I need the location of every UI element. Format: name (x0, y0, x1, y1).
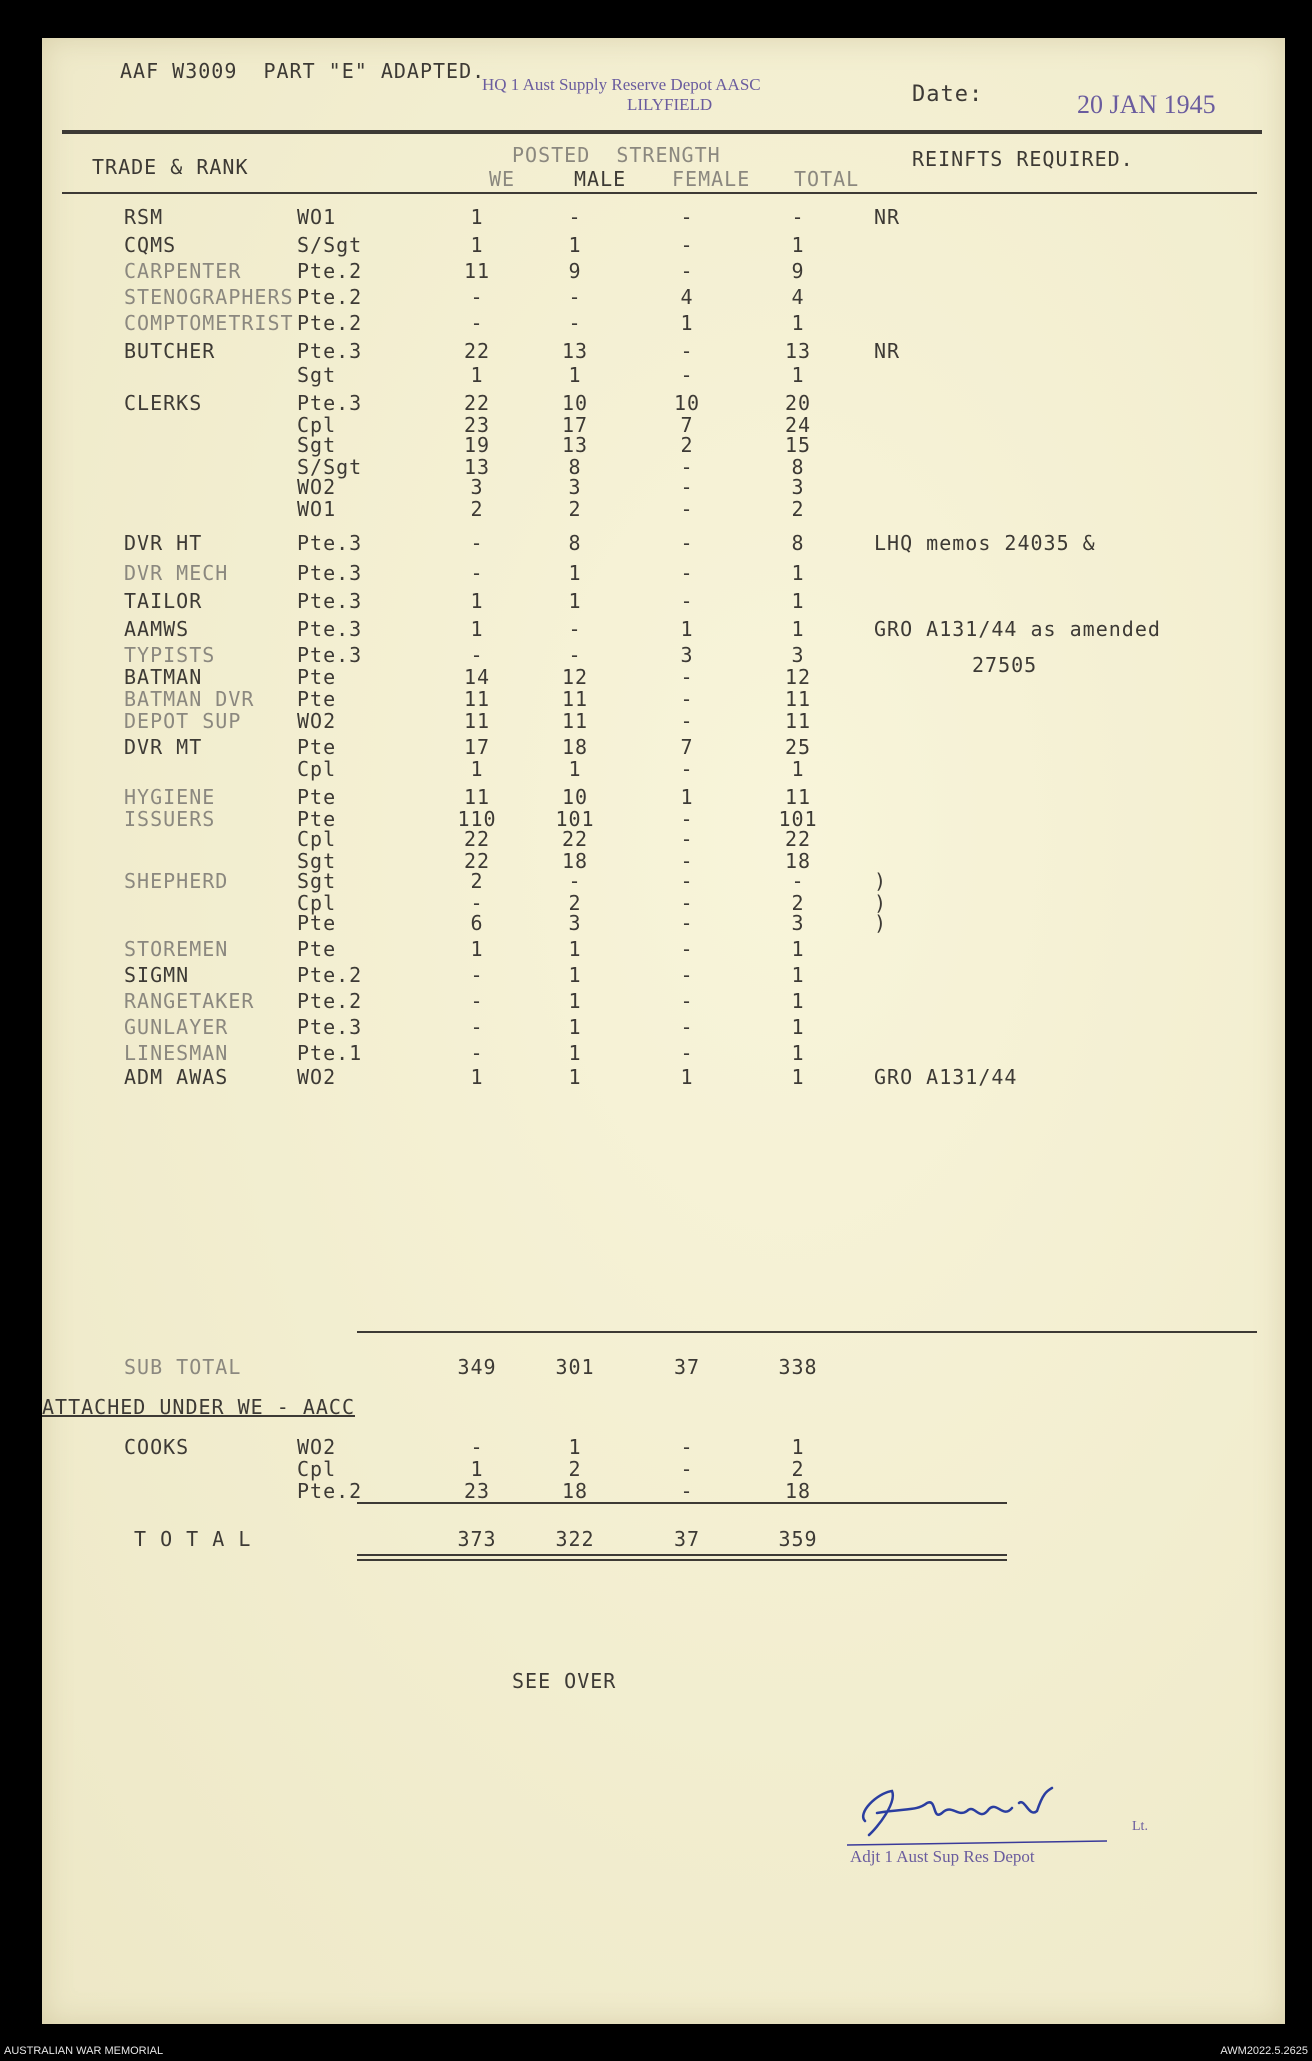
table-cell-female: 7 (680, 413, 694, 437)
table-cell-total: - (791, 205, 805, 229)
unit-stamp-line1: HQ 1 Aust Supply Reserve Depot AASC (482, 75, 761, 94)
table-cell-rank: Pte.2 (297, 285, 363, 309)
table-cell-female: - (680, 709, 694, 733)
table-cell-total: 2 (791, 497, 805, 521)
table-cell-female: - (680, 989, 694, 1013)
table-cell-male: - (568, 643, 582, 667)
grand-total-rule-2 (357, 1559, 1007, 1561)
table-cell-male: - (568, 205, 582, 229)
table-cell-total: 2 (791, 891, 805, 915)
grand-total-male: 322 (555, 1527, 595, 1551)
table-cell-total: 15 (784, 433, 812, 457)
table-cell-female: - (680, 475, 694, 499)
table-cell-male: 1 (568, 757, 582, 781)
table-cell-we: 1 (470, 757, 484, 781)
date-stamp: 20 JAN 1945 (1077, 90, 1216, 119)
table-cell-male: - (568, 311, 582, 335)
table-cell-rank: Sgt (297, 363, 337, 387)
table-cell-rank: WO2 (297, 709, 337, 733)
table-cell-female: - (680, 891, 694, 915)
table-cell-we: 1 (470, 233, 484, 257)
table-cell-note: ) (874, 911, 888, 935)
table-cell-rank: Sgt (297, 849, 337, 873)
table-cell-male: - (568, 869, 582, 893)
attached-cell-we: 1 (470, 1457, 484, 1481)
table-cell-female: - (680, 665, 694, 689)
table-cell-note: LHQ memos 24035 & (874, 531, 1096, 555)
col-male: MALE (574, 167, 627, 191)
form-title: AAF W3009 PART "E" ADAPTED. (120, 59, 486, 83)
table-cell-note: GRO A131/44 as amended (874, 617, 1161, 641)
footer-right: AWM2022.5.2625 (1220, 2045, 1308, 2057)
table-cell-we: 22 (463, 339, 491, 363)
table-cell-rank: Cpl (297, 413, 337, 437)
table-cell-rank: Pte.3 (297, 1015, 363, 1039)
table-cell-rank: Pte (297, 687, 337, 711)
table-cell-we: 3 (470, 475, 484, 499)
attached-cell-we: - (470, 1435, 484, 1459)
signature-title: Adjt 1 Aust Sup Res Depot (850, 1847, 1035, 1866)
col-trade-rank: TRADE & RANK (92, 155, 249, 179)
table-cell-note: NR (874, 339, 901, 363)
table-cell-rank: Pte (297, 911, 337, 935)
table-cell-trade: AAMWS (124, 617, 190, 641)
table-cell-rank: Pte (297, 735, 337, 759)
table-cell-total: - (791, 869, 805, 893)
attached-cell-rank: Cpl (297, 1457, 337, 1481)
attached-cell-total: 1 (791, 1435, 805, 1459)
table-cell-male: 1 (568, 233, 582, 257)
table-cell-total: 1 (791, 363, 805, 387)
table-cell-male: 101 (555, 807, 595, 831)
grand-total-rule-1 (357, 1554, 1007, 1556)
table-cell-rank: Pte.3 (297, 561, 363, 585)
column-rule (62, 192, 1257, 194)
table-cell-we: - (470, 989, 484, 1013)
table-cell-trade: DVR MT (124, 735, 203, 759)
signature-rank: Lt. (1132, 1819, 1148, 1834)
table-cell-rank: Pte (297, 665, 337, 689)
table-cell-trade: LINESMAN (124, 1041, 229, 1065)
table-cell-male: 18 (561, 849, 589, 873)
table-cell-we: - (470, 963, 484, 987)
signature (847, 1773, 1147, 1853)
table-cell-we: 1 (470, 363, 484, 387)
table-cell-rank: Pte (297, 807, 337, 831)
table-cell-male: 9 (568, 259, 582, 283)
subtotal-label: SUB TOTAL (124, 1355, 242, 1379)
table-cell-we: - (470, 285, 484, 309)
table-cell-rank: Sgt (297, 869, 337, 893)
table-cell-rank: Pte.2 (297, 259, 363, 283)
table-cell-trade: RSM (124, 205, 164, 229)
col-total: TOTAL (794, 167, 860, 191)
table-cell-female: - (680, 497, 694, 521)
table-cell-we: 11 (463, 709, 491, 733)
table-cell-we: 1 (470, 205, 484, 229)
table-cell-rank: Pte.3 (297, 643, 363, 667)
table-cell-female: 1 (680, 1065, 694, 1089)
table-cell-male: 2 (568, 497, 582, 521)
table-cell-rank: Pte.3 (297, 617, 363, 641)
subtotal-female: 37 (673, 1355, 701, 1379)
table-cell-male: 13 (561, 433, 589, 457)
table-cell-male: 10 (561, 391, 589, 415)
table-cell-rank: Pte.3 (297, 589, 363, 613)
table-cell-male: 1 (568, 363, 582, 387)
table-cell-total: 1 (791, 1065, 805, 1089)
table-cell-total: 8 (791, 531, 805, 555)
table-cell-male: - (568, 285, 582, 309)
table-cell-male: 1 (568, 1041, 582, 1065)
table-cell-male: 10 (561, 785, 589, 809)
table-cell-female: - (680, 259, 694, 283)
table-cell-female: 1 (680, 785, 694, 809)
table-cell-male: 8 (568, 531, 582, 555)
table-cell-trade: CARPENTER (124, 259, 242, 283)
table-cell-trade: COMPTOMETRIST (124, 311, 294, 335)
table-cell-female: 1 (680, 311, 694, 335)
table-cell-male: 1 (568, 1065, 582, 1089)
col-reinfts: REINFTS REQUIRED. (912, 147, 1134, 171)
table-cell-female: - (680, 561, 694, 585)
table-cell-we: 17 (463, 735, 491, 759)
table-cell-female: - (680, 963, 694, 987)
table-cell-total: 1 (791, 617, 805, 641)
table-cell-we: 22 (463, 849, 491, 873)
table-cell-note: GRO A131/44 (874, 1065, 1018, 1089)
table-cell-rank: Pte.2 (297, 311, 363, 335)
table-cell-we: 11 (463, 259, 491, 283)
attached-rule (357, 1502, 1007, 1504)
document-page (42, 38, 1285, 2024)
table-cell-trade: TAILOR (124, 589, 203, 613)
attached-cell-total: 18 (784, 1479, 812, 1503)
table-cell-trade: BATMAN (124, 665, 203, 689)
table-cell-we: 1 (470, 617, 484, 641)
table-cell-total: 9 (791, 259, 805, 283)
table-cell-female: - (680, 589, 694, 613)
table-cell-we: 2 (470, 497, 484, 521)
table-cell-female: - (680, 233, 694, 257)
table-cell-female: - (680, 531, 694, 555)
table-cell-trade: DVR HT (124, 531, 203, 555)
table-cell-female: - (680, 911, 694, 935)
table-cell-female: - (680, 869, 694, 893)
table-cell-total: 12 (784, 665, 812, 689)
table-cell-we: 14 (463, 665, 491, 689)
table-cell-total: 11 (784, 687, 812, 711)
table-cell-male: 2 (568, 891, 582, 915)
table-cell-female: - (680, 687, 694, 711)
table-cell-male: 8 (568, 455, 582, 479)
table-cell-rank: Pte (297, 785, 337, 809)
table-cell-total: 1 (791, 963, 805, 987)
col-we: WE (489, 167, 516, 191)
table-cell-total: 1 (791, 561, 805, 585)
table-cell-total: 11 (784, 785, 812, 809)
table-cell-male: 1 (568, 963, 582, 987)
table-cell-trade: STOREMEN (124, 937, 229, 961)
table-cell-we: 11 (463, 687, 491, 711)
col-female: FEMALE (672, 167, 751, 191)
attached-cell-we: 23 (463, 1479, 491, 1503)
table-cell-female: - (680, 937, 694, 961)
table-cell-female: - (680, 363, 694, 387)
attached-heading: ATTACHED UNDER WE - AACC (42, 1395, 355, 1419)
table-cell-trade: STENOGRAPHERS (124, 285, 294, 309)
attached-cell-total: 2 (791, 1457, 805, 1481)
subtotal-total: 338 (778, 1355, 818, 1379)
grand-total-label: T O T A L (134, 1527, 252, 1551)
table-cell-female: - (680, 455, 694, 479)
grand-total-total: 359 (778, 1527, 818, 1551)
date-label: Date: (912, 82, 984, 107)
table-cell-rank: Pte (297, 937, 337, 961)
table-cell-note: ) (874, 869, 888, 893)
table-cell-female: - (680, 339, 694, 363)
attached-cell-rank: WO2 (297, 1435, 337, 1459)
table-cell-male: - (568, 617, 582, 641)
table-cell-rank: Pte.1 (297, 1041, 363, 1065)
table-cell-trade: SHEPHERD (124, 869, 229, 893)
table-cell-rank: Cpl (297, 827, 337, 851)
attached-cell-rank: Pte.2 (297, 1479, 363, 1503)
table-cell-we: 1 (470, 1065, 484, 1089)
table-cell-trade: HYGIENE (124, 785, 216, 809)
table-cell-total: 1 (791, 589, 805, 613)
table-cell-total: 3 (791, 643, 805, 667)
table-cell-trade: GUNLAYER (124, 1015, 229, 1039)
table-cell-trade: ADM AWAS (124, 1065, 229, 1089)
table-cell-total: 13 (784, 339, 812, 363)
attached-cell-male: 2 (568, 1457, 582, 1481)
table-cell-male: 1 (568, 989, 582, 1013)
table-cell-female: - (680, 827, 694, 851)
attached-cell-male: 1 (568, 1435, 582, 1459)
table-cell-total: 1 (791, 1015, 805, 1039)
table-cell-male: 1 (568, 589, 582, 613)
col-posted-strength: POSTED STRENGTH (512, 143, 721, 167)
table-cell-total: 1 (791, 937, 805, 961)
table-cell-trade: ISSUERS (124, 807, 216, 831)
table-cell-female: - (680, 1015, 694, 1039)
attached-cell-male: 18 (561, 1479, 589, 1503)
table-cell-trade: BUTCHER (124, 339, 216, 363)
table-cell-we: 6 (470, 911, 484, 935)
table-cell-we: 2 (470, 869, 484, 893)
table-cell-total: 1 (791, 233, 805, 257)
table-cell-female: 1 (680, 617, 694, 641)
table-cell-total: 3 (791, 475, 805, 499)
table-cell-note: NR (874, 205, 901, 229)
table-cell-we: - (470, 891, 484, 915)
table-cell-male: 3 (568, 475, 582, 499)
see-over: SEE OVER (512, 1669, 617, 1693)
table-cell-trade: RANGETAKER (124, 989, 255, 1013)
subtotal-rule (357, 1331, 1257, 1333)
table-cell-male: 18 (561, 735, 589, 759)
table-cell-male: 1 (568, 1015, 582, 1039)
table-cell-female: 3 (680, 643, 694, 667)
grand-total-we: 373 (457, 1527, 497, 1551)
table-cell-we: 11 (463, 785, 491, 809)
table-cell-we: 1 (470, 937, 484, 961)
table-cell-total: 11 (784, 709, 812, 733)
table-cell-male: 13 (561, 339, 589, 363)
table-cell-female: - (680, 807, 694, 831)
table-cell-male: 1 (568, 561, 582, 585)
table-cell-we: 22 (463, 827, 491, 851)
table-cell-male: 3 (568, 911, 582, 935)
table-cell-rank: S/Sgt (297, 455, 363, 479)
table-cell-rank: Cpl (297, 891, 337, 915)
table-cell-we: - (470, 643, 484, 667)
attached-cell-trade: COOKS (124, 1435, 190, 1459)
table-cell-male: 12 (561, 665, 589, 689)
attached-cell-female: - (680, 1457, 694, 1481)
table-cell-female: 7 (680, 735, 694, 759)
table-cell-total: 22 (784, 827, 812, 851)
grand-total-female: 37 (673, 1527, 701, 1551)
table-cell-total: 3 (791, 911, 805, 935)
table-cell-rank: WO2 (297, 1065, 337, 1089)
table-cell-female: - (680, 1041, 694, 1065)
table-cell-rank: Pte.3 (297, 531, 363, 555)
attached-cell-female: - (680, 1435, 694, 1459)
footer-left: AUSTRALIAN WAR MEMORIAL (4, 2045, 164, 2057)
table-cell-male: 11 (561, 709, 589, 733)
table-cell-male: 11 (561, 687, 589, 711)
table-cell-total: 18 (784, 849, 812, 873)
table-cell-we: 110 (457, 807, 497, 831)
table-cell-trade: CQMS (124, 233, 177, 257)
table-cell-rank: Pte.3 (297, 391, 363, 415)
table-cell-rank: Cpl (297, 757, 337, 781)
table-cell-we: 19 (463, 433, 491, 457)
dvr-ht-note-cont: 27505 (972, 653, 1038, 677)
table-cell-we: 13 (463, 455, 491, 479)
table-cell-we: - (470, 561, 484, 585)
table-cell-male: 17 (561, 413, 589, 437)
table-cell-rank: Sgt (297, 433, 337, 457)
table-cell-female: 4 (680, 285, 694, 309)
table-cell-female: - (680, 849, 694, 873)
attached-cell-female: - (680, 1479, 694, 1503)
table-cell-rank: S/Sgt (297, 233, 363, 257)
header-rule (62, 130, 1262, 134)
table-cell-rank: WO1 (297, 497, 337, 521)
table-cell-trade: CLERKS (124, 391, 203, 415)
table-cell-rank: Pte.2 (297, 989, 363, 1013)
table-cell-rank: Pte.2 (297, 963, 363, 987)
subtotal-we: 349 (457, 1355, 497, 1379)
table-cell-female: - (680, 205, 694, 229)
table-cell-rank: WO2 (297, 475, 337, 499)
table-cell-total: 24 (784, 413, 812, 437)
table-cell-total: 1 (791, 757, 805, 781)
table-cell-total: 1 (791, 1041, 805, 1065)
table-cell-trade: BATMAN DVR (124, 687, 255, 711)
table-cell-we: 22 (463, 391, 491, 415)
table-cell-total: 1 (791, 989, 805, 1013)
table-cell-note: ) (874, 891, 888, 915)
table-cell-total: 8 (791, 455, 805, 479)
table-cell-trade: DEPOT SUP (124, 709, 242, 733)
table-cell-total: 1 (791, 311, 805, 335)
table-cell-we: 1 (470, 589, 484, 613)
table-cell-total: 101 (778, 807, 818, 831)
unit-stamp-line2: LILYFIELD (627, 95, 713, 114)
table-cell-female: 10 (673, 391, 701, 415)
table-cell-we: 23 (463, 413, 491, 437)
table-cell-total: 20 (784, 391, 812, 415)
table-cell-rank: Pte.3 (297, 339, 363, 363)
table-cell-female: 2 (680, 433, 694, 457)
subtotal-male: 301 (555, 1355, 595, 1379)
table-cell-total: 4 (791, 285, 805, 309)
table-cell-we: - (470, 531, 484, 555)
table-cell-trade: SIGMN (124, 963, 190, 987)
table-cell-male: 1 (568, 937, 582, 961)
table-cell-total: 25 (784, 735, 812, 759)
table-cell-female: - (680, 757, 694, 781)
table-cell-rank: WO1 (297, 205, 337, 229)
table-cell-trade: TYPISTS (124, 643, 216, 667)
table-cell-male: 22 (561, 827, 589, 851)
table-cell-we: - (470, 1041, 484, 1065)
table-cell-we: - (470, 1015, 484, 1039)
table-cell-we: - (470, 311, 484, 335)
table-cell-trade: DVR MECH (124, 561, 229, 585)
